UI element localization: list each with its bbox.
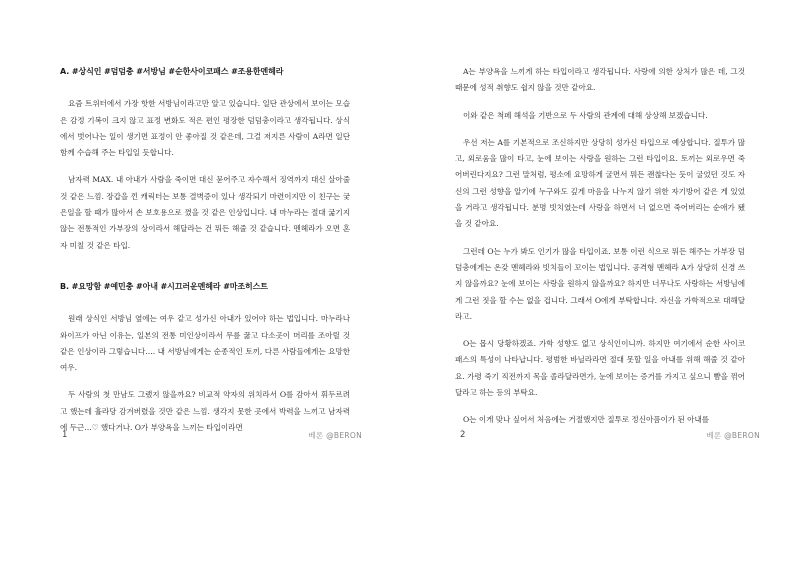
section-heading-a: A. #상식인 #덤덤충 #서방님 #순한사이코패스 #조용한멘헤라	[60, 67, 284, 76]
paragraph: 요즘 트위터에서 가장 핫한 서방님이라고만 알고 있습니다. 일단 관상에서 보이는 모습은 감정 기복이 크지 않고 표정 변화도 적은 편인 평장한 덤덤충이라고 생각됩니다. 상식에서 벗어나는 일이 생기면 표정이 안 좋아질 것 같은데, 그걸 저지른 사람이 A라면 일단 함께 수습해 주는 타입일 듯합니다.	[60, 99, 350, 158]
paragraph: 그런데 O는 누가 봐도 인기가 많을 타입이죠. 보통 이런 식으로 뭐든 해주는 가부장 덤덤충에게는 온갖 멘헤라와 빗치들이 꼬이는 법입니다. 공격형 멘헤라 A가 상당히 신경 쓰지 않을까요? 눈에 보이는 사랑을 원하지 않을까요? 하지만 너무나도 사랑하는 서방님에게 그런 짓을 할 수는 없을 겁니다. 그래서 O에게 부탁합니다. 자신을 가학적으로 대해달라고.	[455, 246, 745, 321]
page-number: 2	[460, 430, 466, 440]
paragraph: 우선 저는 A를 기본적으로 조신하지만 상당히 성가신 타입으로 예상합니다. 질투가 많고, 외로움을 많이 타고, 눈에 보이는 사랑을 원하는 그런 타입이요. 토끼는 외로우면 죽어버린다지요? 그런 말처럼, 평소에 요망하게 굴면서 뭐든 괜찮다는 듯이 굴었던 것도 자신의 그런 성향을 알기에 누구와도 깊게 마음을 나누지 않기 위한 자기방어 같은 게 있었을 거라고 생각됩니다. 분명 빗치였는데 사랑을 하면서 너 없으면 죽어버리는 순애가 됐을 것 같아요.	[455, 137, 745, 229]
paragraph: 두 사람의 첫 만남도 그랬지 않을까요? 비교적 약자의 위치라서 O를 감아서 휘두르려고 했는데 휼라당 감겨버렸을 것만 같은 느낌. 생각지 못한 곳에서 박력을 느끼고 남자력에 두근…♡ 했다거나. O가 부양욕을 느끼는 타입이라면	[60, 390, 350, 433]
paragraph: O는 이게 맞나 싶어서 처음에는 거절했지만 질투로 정신아픔이가 된 아내를	[463, 415, 710, 425]
paragraph: 이와 같은 척페 해석을 기반으로 두 사람의 관계에 대해 상상해 보겠습니다.	[463, 110, 708, 120]
page-number: 1	[62, 430, 68, 440]
author-credit: 베론 @BERON	[308, 431, 362, 440]
section-heading-b: B. #요망함 #예민충 #아내 #시끄러운멘헤라 #마조히스트	[60, 281, 268, 291]
paragraph: 원래 상식인 서방님 옆에는 여우 같고 성가신 아내가 있어야 하는 법입니다. 마누라나 와이프가 아닌 이유는, 일본의 전통 미인상이라서 무릎 꿇고 다소곳이 머리를 조아릴 것 같은 인상이라 그렇습니다…. 내 서방님에게는 순종적인 토끼, 다른 사람들에게는 요망한 여우.	[60, 314, 350, 373]
left-page-content	[60, 64, 350, 447]
paragraph: 남자력 MAX. 내 아내가 사람을 죽이면 대신 묻어주고 자수해서 징역까지 대신 살아줄 것 같은 느낌. 장갑을 낀 캐릭터는 보통 결벽증이 있나 생각되기 마련이지만 이 친구는 궂은일을 할 때가 많아서 손 보호용으로 꼈을 것 같은 인상입니다. 내 마누라는 절대 굶기지 않는 전통적인 가부장의 상이라서 해달라는 건 뭐든 해줄 것 같습니다. 멘헤라가 오면 혼자 미칠 것 같은 타입.	[60, 175, 350, 250]
right-page	[400, 0, 800, 566]
paragraph: A는 부양욕을 느끼게 하는 타입이라고 생각됩니다. 사랑에 의한 상처가 많은 데, 그것 때문에 성적 취향도 쉽지 않을 것만 같아요.	[455, 67, 745, 93]
paragraph: O는 몹시 당황하겠죠. 가학 성향도 없고 상식인이니까. 하지만 여기에서 순한 사이코패스의 특성이 나타납니다. 평범한 바닐라라면 절대 못할 일을 아내를 위해 해줄 것 같아요. 가령 죽기 직전까지 목을 졸라달라면가, 눈에 보이는 증거를 가지고 싶으니 뺨을 꺾어달라고 하는 등의 부탁요.	[455, 339, 745, 398]
right-page-content	[455, 64, 745, 440]
author-credit: 베론 @BERON	[706, 431, 760, 440]
